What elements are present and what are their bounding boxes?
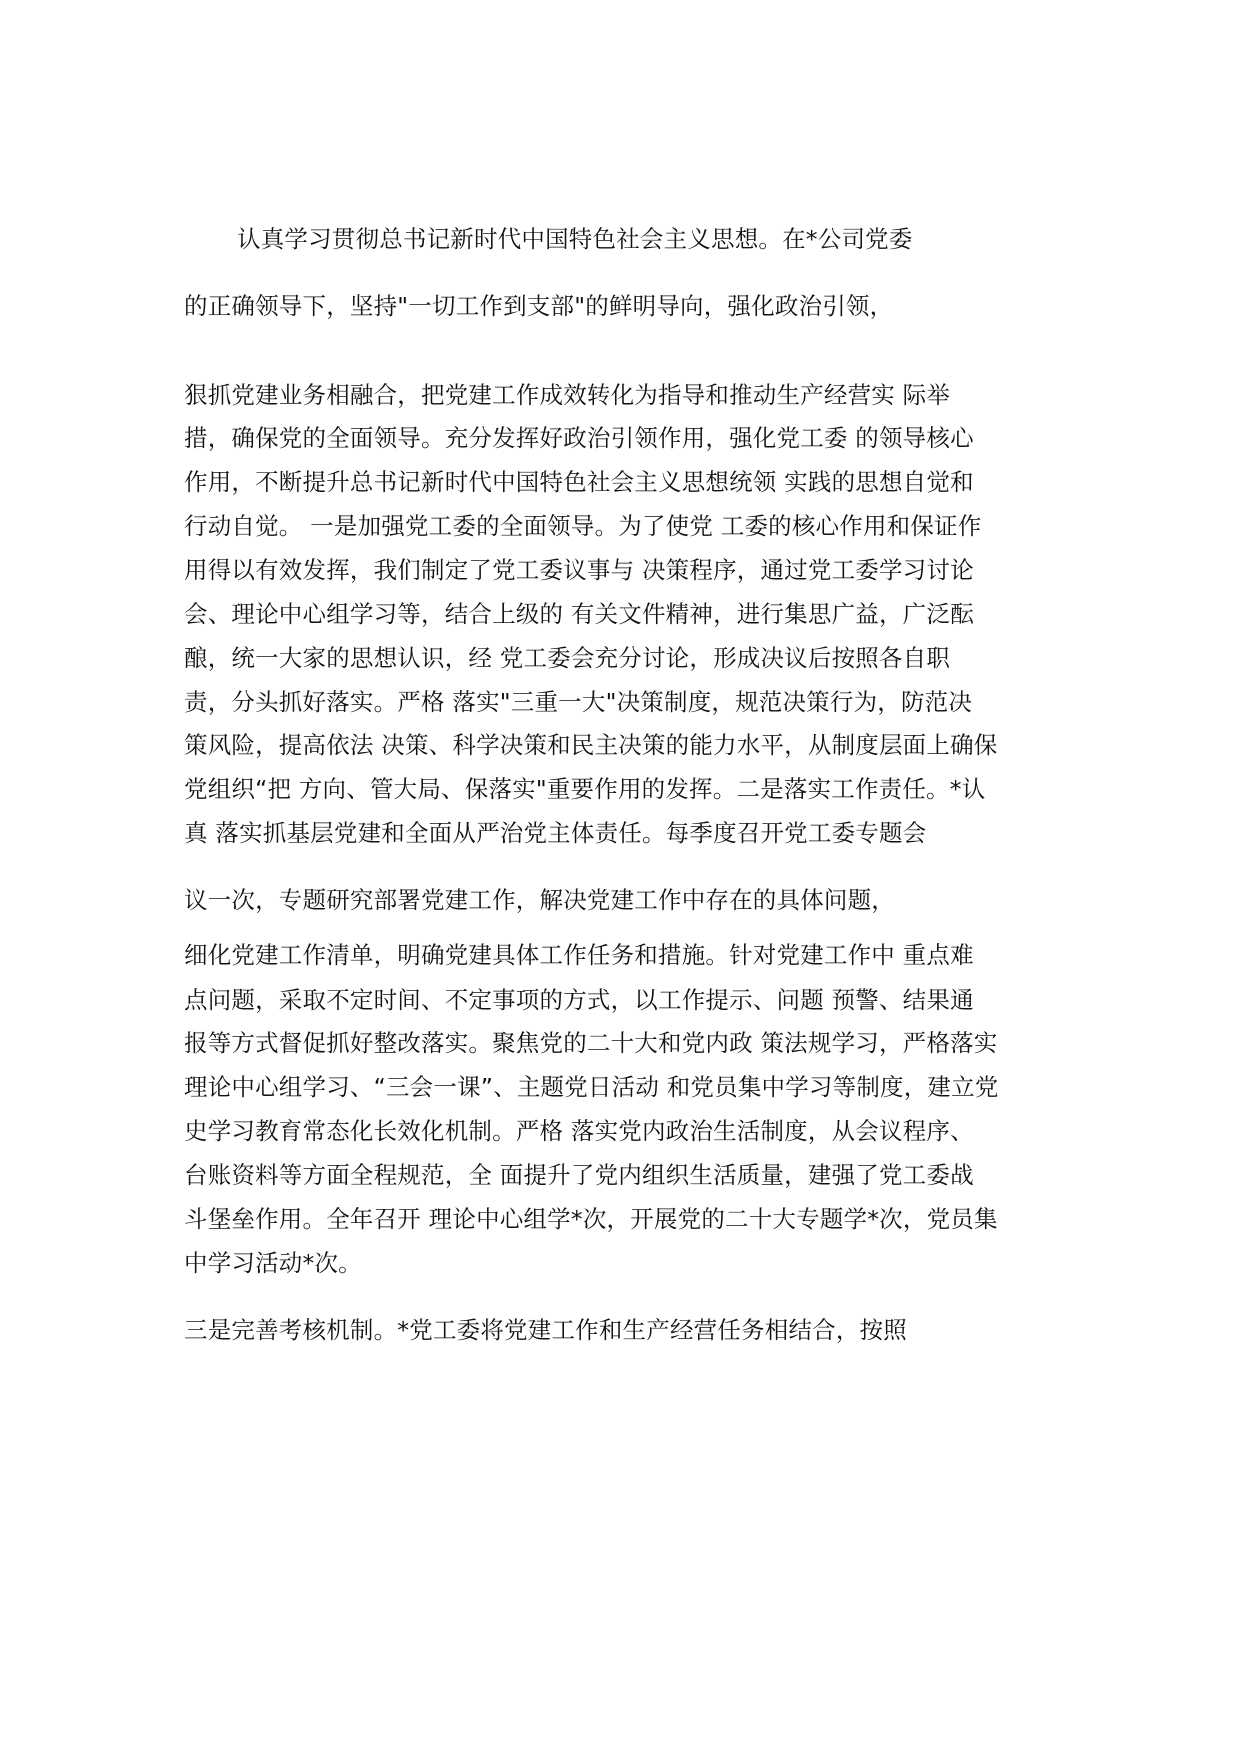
- text-line: 三是完善考核机制。*党工委将党建工作和生产经营任务相结合，按照: [184, 1316, 907, 1344]
- text-line: 中学习活动*次。: [184, 1249, 362, 1277]
- text-line: 策风险，提高依法 决策、科学决策和民主决策的能力水平，从制度层面上确保: [184, 731, 998, 759]
- text-line: 党组织“把 方向、管大局、保落实"重要作用的发挥。二是落实工作责任。*认: [184, 775, 986, 803]
- text-line: 议一次，专题研究部署党建工作，解决党建工作中存在的具体问题，: [184, 886, 895, 914]
- text-line: 酿，统一大家的思想认识，经 党工委会充分讨论，形成决议后按照各自职: [184, 644, 951, 672]
- text-line: 用得以有效发挥，我们制定了党工委议事与 决策程序，通过党工委学习讨论: [184, 556, 974, 584]
- text-line: 行动自觉。 一是加强党工委的全面领导。为了使党 工委的核心作用和保证作: [184, 512, 982, 540]
- text-line: 报等方式督促抓好整改落实。聚焦党的二十大和党内政 策法规学习，严格落实: [184, 1029, 998, 1057]
- text-line: 史学习教育常态化长效化机制。严格 落实党内政治生活制度，从会议程序、: [184, 1117, 974, 1145]
- text-line: 点问题，采取不定时间、不定事项的方式，以工作提示、问题 预警、结果通: [184, 986, 974, 1014]
- text-line: 认真学习贯彻总书记新时代中国特色社会主义思想。在*公司党委: [237, 225, 913, 253]
- text-line: 台账资料等方面全程规范，全 面提升了党内组织生活质量，建强了党工委战: [184, 1161, 974, 1189]
- text-line: 狠抓党建业务相融合，把党建工作成效转化为指导和推动生产经营实 际举: [184, 381, 951, 409]
- text-line: 责，分头抓好落实。严格 落实"三重一大"决策制度，规范决策行为，防范决: [184, 688, 973, 716]
- text-line: 细化党建工作清单，明确党建具体工作任务和措施。针对党建工作中 重点难: [184, 941, 974, 969]
- text-line: 的正确领导下，坚持"一切工作到支部"的鲜明导向，强化政治引领，: [184, 292, 894, 320]
- text-line: 作用，不断提升总书记新时代中国特色社会主义思想统领 实践的思想自觉和: [184, 468, 974, 496]
- text-line: 真 落实抓基层党建和全面从严治党主体责任。每季度召开党工委专题会: [184, 819, 927, 847]
- text-line: 斗堡垒作用。全年召开 理论中心组学*次，开展党的二十大专题学*次，党员集: [184, 1205, 998, 1233]
- text-line: 措，确保党的全面领导。充分发挥好政治引领作用，强化党工委 的领导核心: [184, 424, 974, 452]
- text-line: 理论中心组学习、“三会一课”、主题党日活动 和党员集中学习等制度，建立党: [184, 1073, 999, 1101]
- text-line: 会、理论中心组学习等，结合上级的 有关文件精神，进行集思广益，广泛酝: [184, 600, 974, 628]
